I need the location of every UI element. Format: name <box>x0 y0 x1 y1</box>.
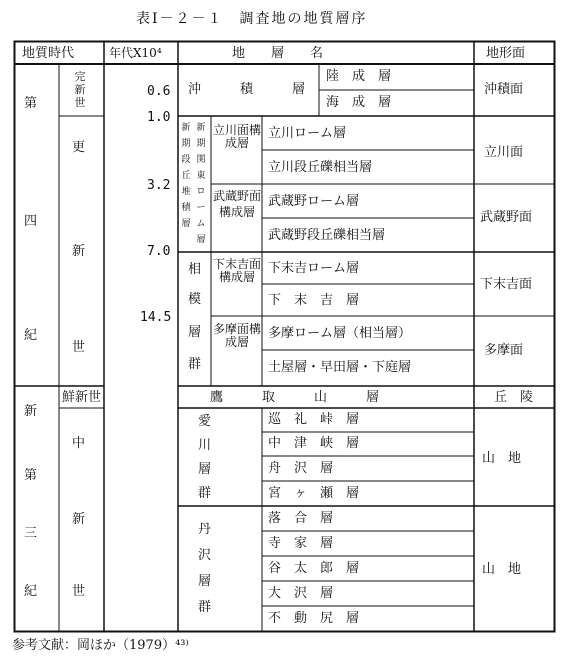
era-tertiary-2: 第 <box>24 468 38 483</box>
strata-tanzawa-yatarou: 谷 太 郎 層 <box>268 561 360 576</box>
strata-aikawa-miyagase: 宮 ヶ 瀬 層 <box>268 486 360 501</box>
age-value: 7.0 <box>147 244 171 259</box>
strata-tanzawa-1: 丹 <box>198 522 212 537</box>
strata-sagami-4: 群 <box>188 357 202 372</box>
age-value: 1.0 <box>147 110 171 125</box>
header-landform: 地形面 <box>486 46 526 61</box>
strata-tama-lower: 土屋層・早田層・下庭層 <box>268 360 412 375</box>
strata-tama-loam: 多摩ローム層（相当層） <box>268 326 412 341</box>
epoch-miocene-3: 世 <box>72 584 86 599</box>
strata-aikawa-nakatsukyo: 中 津 峡 層 <box>268 436 360 451</box>
epoch-pleistocene-2: 新 <box>72 244 86 259</box>
strata-new-terrace-vertical: 新期段丘堆積層 <box>181 123 191 229</box>
strata-tanzawa-osawa: 大 沢 層 <box>268 586 334 601</box>
strata-aikawa-2: 川 <box>198 438 212 453</box>
header-age: 年代X10⁴ <box>109 46 162 60</box>
epoch-pleistocene-1: 更 <box>72 140 86 155</box>
landform-alluvial: 沖積面 <box>484 82 524 97</box>
strata-tanzawa-2: 沢 <box>198 548 212 563</box>
strata-kanto-loam-vertical: 新期関東ローム層 <box>196 123 206 245</box>
strata-tanzawa-jike: 寺 家 層 <box>268 536 334 551</box>
epoch-miocene-1: 中 <box>72 436 86 451</box>
strata-alluvium: 沖 積 層 <box>188 82 306 97</box>
strata-musashino-gravel: 武蔵野段丘礫相当層 <box>268 228 386 243</box>
strata-tachikawa-loam: 立川ローム層 <box>268 126 347 141</box>
strata-tachikawa-gravel: 立川段丘礫相当層 <box>268 160 373 175</box>
strata-alluvium-land: 陸 成 層 <box>326 69 392 84</box>
landform-musashino: 武蔵野面 <box>480 210 533 225</box>
strata-musashino-loam: 武蔵野ローム層 <box>268 194 360 209</box>
age-value: 14.5 <box>140 310 172 325</box>
strata-aikawa-junreitoge: 巡 礼 峠 層 <box>268 412 360 427</box>
table-title: 表Ⅰ－２－１ 調査地の地質層序 <box>136 11 368 27</box>
strata-alluvium-marine: 海 成 層 <box>326 95 392 110</box>
epoch-pliocene: 鮮新世 <box>62 390 102 405</box>
age-value: 0.6 <box>147 84 171 99</box>
reference: 参考文献：岡ほか（1979）⁴³⁾ <box>12 638 189 653</box>
header-strata: 地 層 名 <box>232 46 324 61</box>
strata-shimosueyoshi-layer: 下 末 吉 層 <box>268 293 360 308</box>
era-tertiary-1: 新 <box>24 404 38 419</box>
epoch-holocene: 完新世 <box>74 70 86 109</box>
strata-tanzawa-ochiai: 落 合 層 <box>268 511 334 526</box>
age-value: 3.2 <box>147 178 171 193</box>
strata-shimosueyoshi-loam: 下末吉ローム層 <box>268 261 360 276</box>
landform-tama: 多摩面 <box>484 343 524 358</box>
strata-shimosueyoshi-group: 下末吉面構成層 <box>213 257 262 284</box>
strata-aikawa-4: 群 <box>198 486 212 501</box>
header-period: 地質時代 <box>22 46 75 61</box>
strata-takatori: 鷹 取 山 層 <box>210 390 380 405</box>
era-quaternary-1: 第 <box>24 96 38 111</box>
strata-sagami-3: 層 <box>188 325 202 340</box>
era-quaternary-2: 四 <box>24 214 38 229</box>
era-tertiary-3: 三 <box>24 526 38 541</box>
landform-tachikawa: 立川面 <box>484 145 524 160</box>
landform-hills: 丘 陵 <box>494 390 534 405</box>
era-tertiary-4: 紀 <box>24 584 38 599</box>
landform-mountains-2: 山 地 <box>482 562 522 577</box>
epoch-miocene-2: 新 <box>72 512 86 527</box>
landform-mountains-1: 山 地 <box>482 451 522 466</box>
landform-shimosueyoshi: 下末吉面 <box>480 277 533 292</box>
strata-tanzawa-3: 層 <box>198 574 212 589</box>
strata-tachikawa-group: 立川面構成層 <box>213 123 262 150</box>
strata-tanzawa-fudojiri: 不 動 尻 層 <box>268 611 360 626</box>
strata-aikawa-funasawa: 舟 沢 層 <box>268 461 334 476</box>
strata-aikawa-1: 愛 <box>198 414 212 429</box>
era-quaternary-3: 紀 <box>24 328 38 343</box>
strata-sagami-1: 相 <box>188 262 202 277</box>
strata-aikawa-3: 層 <box>198 462 212 477</box>
strata-sagami-2: 模 <box>188 292 202 307</box>
strata-tanzawa-4: 群 <box>198 600 212 615</box>
epoch-pleistocene-3: 世 <box>72 340 86 355</box>
strata-tama-group: 多摩面構成層 <box>213 322 262 349</box>
strata-musashino-group: 武蔵野面構成層 <box>213 189 262 219</box>
